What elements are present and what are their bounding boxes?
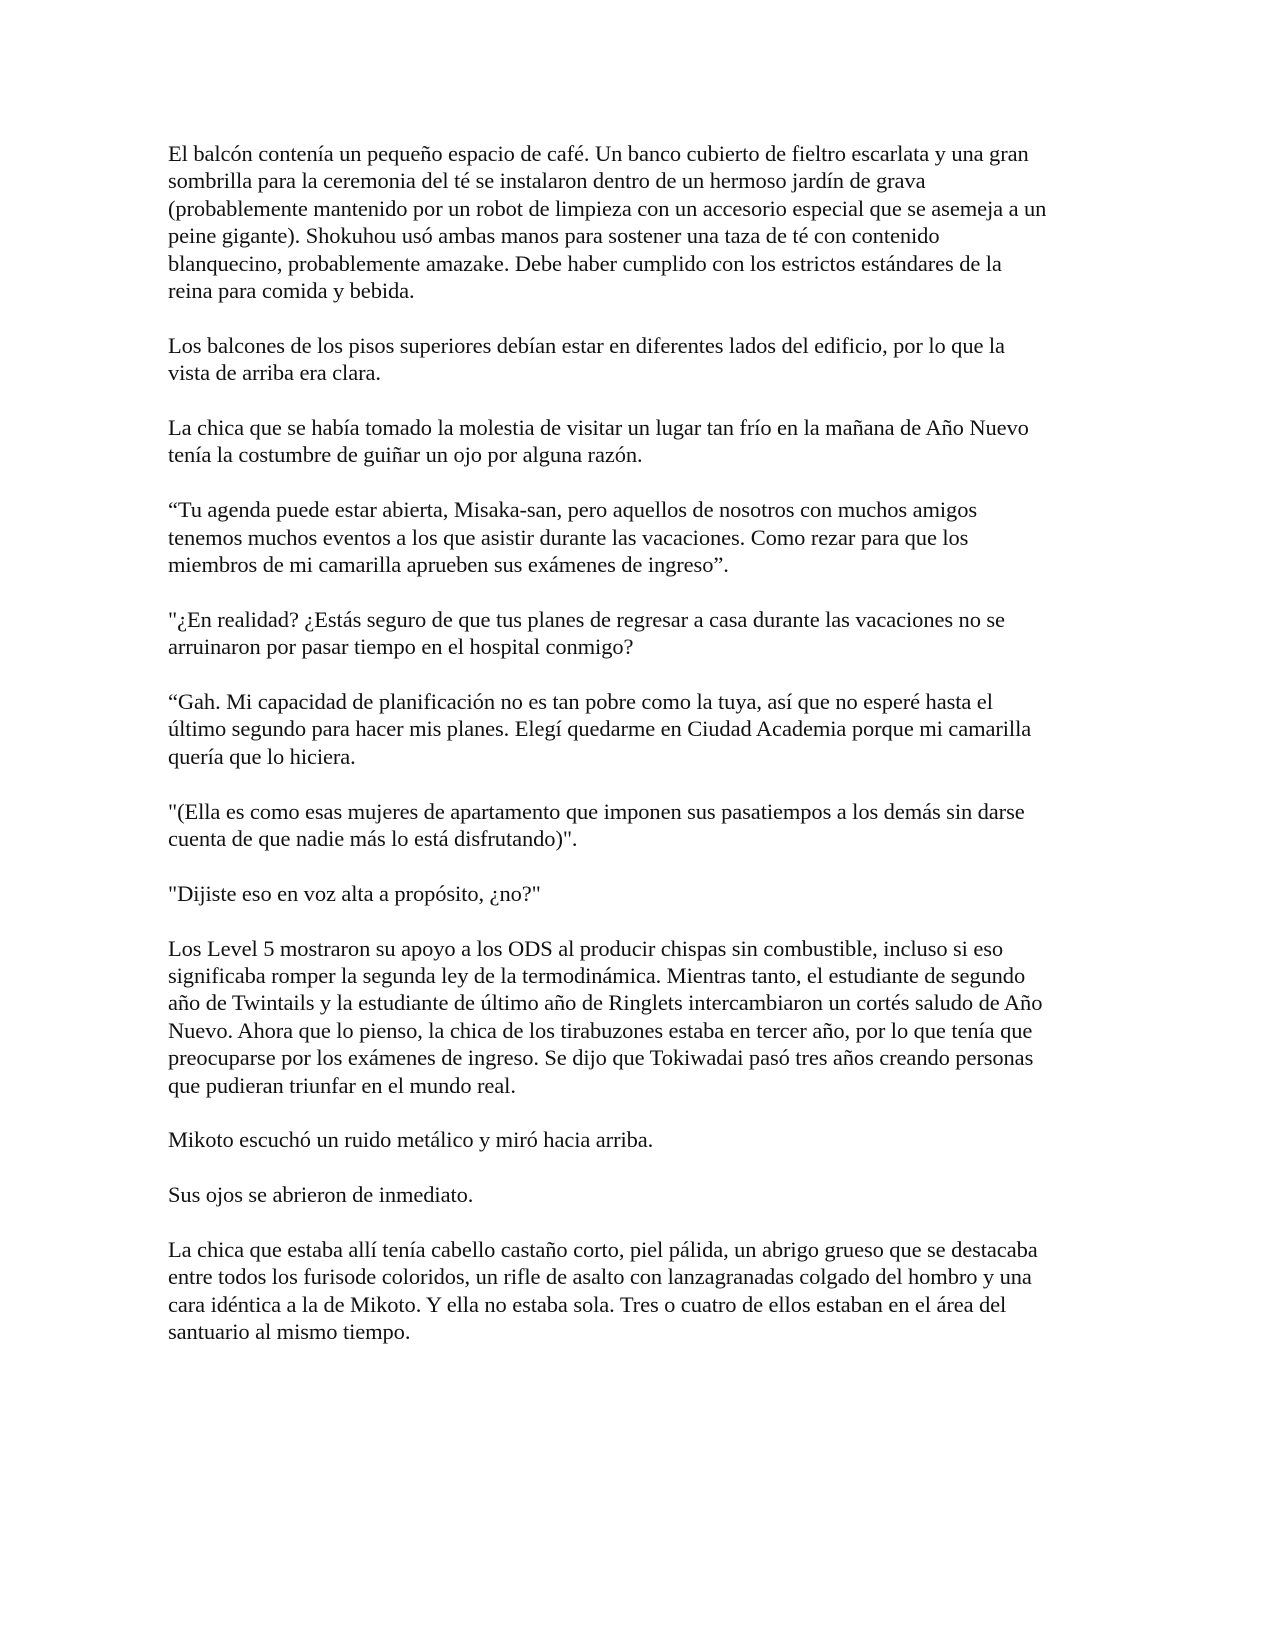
paragraph-really-dialogue: "¿En realidad? ¿Estás seguro de que tus planes de regresar a casa durante las vacaciones no se arruinaron por pasar tiempo en el hospital conmigo?	[168, 606, 1005, 660]
paragraph-agenda-dialogue: “Tu agenda puede estar abierta, Misaka-san, pero aquellos de nosotros con muchos amigos tenemos muchos eventos a los que asistir durante las vacaciones. Como rezar para que los miembros de mi camarilla aprueben sus exámenes de ingreso”.	[168, 497, 978, 578]
document-page	[168, 140, 1048, 1373]
paragraph-girl-winking: La chica que se había tomado la molestia de visitar un lugar tan frío en la mañana de Año Nuevo tenía la costumbre de guiñar un ojo por alguna razón.	[168, 415, 1029, 468]
paragraph-level5-sparks: Los Level 5 mostraron su apoyo a los ODS al producir chispas sin combustible, incluso si eso significaba romper la segunda ley de la termodinámica. Mientras tanto, el estudiante de segundo año de Twintails y la estudiante de último año de Ringlets intercambiaron un cortés saludo de Año Nuevo. Ahora que lo pienso, la chica de los tirabuzones estaba en tercer año, por lo que tenía que preocuparse por los exámenes de ingreso. Se dijo que Tokiwadai pasó tres años creando personas que pudieran triunfar en el mundo real.	[168, 935, 1043, 1098]
paragraph-gah-dialogue: “Gah. Mi capacidad de planificación no es tan pobre como la tuya, así que no esperé hasta el último segundo para hacer mis planes. Elegí quedarme en Ciudad Academia porque mi camarilla quería que lo hiciera.	[168, 689, 1032, 769]
paragraph-apartment-women: "(Ella es como esas mujeres de apartamento que imponen sus pasatiempos a los demás sin darse cuenta de que nadie más lo está disfrutando)".	[168, 798, 1025, 852]
paragraph-eyes-opened: Sus ojos se abrieron de inmediato.	[168, 1182, 474, 1208]
paragraph-metallic-noise: Mikoto escuchó un ruido metálico y miró hacia arriba.	[168, 1127, 654, 1153]
paragraph-identical-girl: La chica que estaba allí tenía cabello castaño corto, piel pálida, un abrigo grueso que se destacaba entre todos los furisode coloridos, un rifle de asalto con lanzagranadas colgado del hombro y una cara idéntica a la de Mikoto. Y ella no estaba sola. Tres o cuatro de ellos estaban en el área del santuario al mismo tiempo.	[168, 1237, 1038, 1345]
paragraph-on-purpose: "Dijiste eso en voz alta a propósito, ¿no?"	[168, 880, 541, 906]
paragraph-upper-balconies: Los balcones de los pisos superiores debían estar en diferentes lados del edificio, por lo que la vista de arriba era clara.	[168, 332, 1005, 386]
paragraph-balcony-cafe: El balcón contenía un pequeño espacio de café. Un banco cubierto de fieltro escarlata y una gran sombrilla para la ceremonia del té se instalaron dentro de un hermoso jardín de grava (probablemente mantenido por un robot de limpieza con un accesorio especial que se asemeja a un peine gigante). Shokuhou usó ambas manos para sostener una taza de té con contenido blanquecino, probablemente amazake. Debe haber cumplido con los estrictos estándares de la reina para comida y bebida.	[168, 141, 1047, 304]
